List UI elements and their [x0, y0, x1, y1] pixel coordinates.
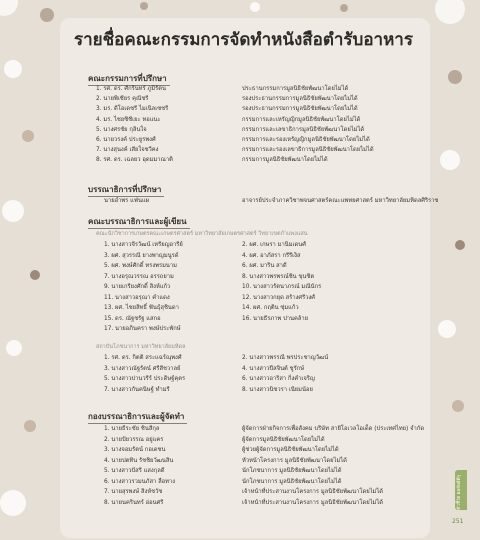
list-item-role: 12. นางสาวกยุด สร้างศรีวงศ์ — [242, 294, 315, 301]
list-item-name: 9. นายเกรียงศักดิ์ สิงห์แก้ว — [104, 284, 171, 290]
decor-dot — [2, 200, 24, 222]
list-item-name: 7. นางอรุณวรรณ อรรถยาม — [104, 273, 174, 280]
list-item-name: 8. รศ. ดร. เฉลยว อุดมมาณาติ — [96, 157, 173, 164]
list-item-name: 3. ผศ. สุวรรณี ยางพาญมนูรด์ — [104, 252, 179, 259]
list-item-name: 7. นางสุนงค์ เสียใจชวีคง — [96, 147, 159, 154]
page-title: รายชื่อคณะกรรมการจัดทำหนังสือตำรับอาหาร — [73, 30, 413, 50]
list-item-name: 1. นายธีระชัย ชินสีกุล — [104, 426, 160, 432]
section-heading-advisors: คณะกรรมการที่ปรึกษา — [88, 72, 170, 86]
subsection-label: สถาบันโภชนาการ มหาวิทยาลัยมหิดล — [96, 344, 186, 350]
list-item-name: 2. นายปัยวรรณ อยู่แคร — [104, 436, 164, 443]
section-heading-editor-advisor: บรรณาธิการที่ปรึกษา — [88, 183, 164, 197]
list-item-role: 2. นางสาวพรรณี พรประชาญวัฒน์ — [242, 355, 329, 361]
section-heading-editorial: คณะบรรณาธิการและผู้เขียน — [88, 215, 190, 229]
list-item-name: 1. รศ. ดร. กิตติ สระแฉร์ณุพงศ์ — [104, 355, 182, 361]
section-heading-production: กองบรรณาธิการและผู้จัดทำ — [88, 410, 187, 424]
list-item-role: ประธานกรรมการมูลนิธิชัยพัฒนาโดยไม่ได้ — [242, 86, 349, 92]
list-item-role: 10. นางสาวรัตนาภรณ์ มณีนักร — [242, 284, 322, 290]
decor-dot — [340, 4, 348, 12]
decor-dot — [30, 270, 40, 280]
decor-dot — [40, 8, 54, 22]
decor-dot — [440, 150, 460, 170]
decor-dot — [452, 400, 464, 412]
list-item-role: กรรมการและเหรัญญิกมูลนิธิชัยพัฒนาโดยไม่ได้ — [242, 116, 361, 123]
list-item-name: นายอำพร แฟ่นแผ — [104, 198, 150, 204]
decor-dot — [250, 2, 260, 12]
list-item-role: หัวหน้าโครงการ มูลนิธิชัยพัฒนาโดยไม่ได้ — [242, 457, 347, 464]
list-item-role: 6. ผศ. มาริน สาดี — [242, 263, 287, 269]
list-item-role: เจ้าหน้าที่ประสานงานโครงการ มูลนิธิชัยพัฒนาโดยไม่ได้ — [242, 499, 384, 506]
list-item-role: 6. นางสาวอาริสา กิ่งคำเจริญ — [242, 376, 315, 382]
decor-dot — [0, 490, 26, 516]
list-item-role: ผู้จัดการมูลนิธิชัยพัฒนาโดยไม่ได้ — [242, 436, 325, 443]
list-item-name: 15. ดร. ณัฐชรัฐ แสกอ — [104, 315, 161, 322]
list-item-role: ผู้จัดการฝ่ายกิจการเพื่อสังคม บริษัท สายีโอเวลโอเด็ด (ประเทศไทย) จำกัด — [242, 426, 425, 432]
list-item-role: เจ้าหน้าที่ประสานงานโครงการ มูลนิธิชัยพัฒนาโดยไม่ได้ — [242, 489, 384, 495]
list-item-role: นักโภชนาการ มูลนิธิชัยพัฒนาโดยไม่ได้ — [242, 478, 342, 485]
list-item-role: 16. นายธีรภาพ ปานคล้าย — [242, 315, 309, 322]
list-item-name: 3. นางสาวณัฐรัตน์ ศรีสีชวาลย์ — [104, 365, 181, 372]
decor-dot — [22, 130, 34, 142]
list-item-role: กรรมการและเลขาธิการมูลนิธิชัยพัฒนาโดยไม่ได้ — [242, 126, 365, 133]
list-item-name: 5. นางสาวปานวรีร์ ประดิษฐ์คุตร — [104, 376, 186, 382]
list-item-role: กรรมการมูลนิธิชัยพัฒนาโดยไม่ได้ — [242, 157, 328, 164]
page-number: 251 — [452, 518, 464, 525]
list-item-name: 4. มร. ไชยซิชีเยะ ทอแนะ — [96, 116, 161, 123]
list-item-role: กรรมการและรองเหรัญญิกมูลนิธิชัยพัฒนาโดยไม่ได้ — [242, 137, 370, 143]
list-item-name: 1. รศ. ดร. ศักรินทร์ ภูมิรัตน — [96, 86, 166, 92]
decor-dot — [435, 0, 465, 24]
list-item-role: นักโภชนาการ มูลนิธิชัยพัฒนาโดยไม่ได้ — [242, 468, 342, 474]
decor-dot — [438, 320, 456, 338]
list-item-name: 11. นางสาวอรุณา คำแดง — [104, 294, 170, 301]
list-item-role: กรรมการและรองเลขาธิการมูลนิธิชัยพัฒนาโดยไม่ได้ — [242, 147, 374, 154]
decor-dot — [448, 70, 462, 84]
list-item-name: 13. ผศ. ไชยสิทธิ์ ฟันธุ์สุชินดา — [104, 305, 179, 311]
list-item-name: 4. นายปตทิน รัชชิยวัฒนสิน — [104, 457, 174, 464]
subsection-label: คณะนักวิชาการเกษตรคณะเกษตรศาสตร์ มหาวิทยาลัยเกษตรศาสตร์ วิทยาเขตกำแพงแสน — [96, 231, 308, 237]
decor-dot — [0, 0, 18, 16]
decor-dot — [6, 340, 22, 356]
decor-dot — [455, 240, 465, 250]
list-item-name: 7. นางสาวกันคนิษฐ์ ทำมรี — [104, 386, 170, 393]
list-item-role: 4. ผศ. อาภัสรา กรีรีเงิส — [242, 252, 301, 259]
side-tab-label: ตัวชี้วัด ผลลัพธ์ดีๆ — [457, 475, 462, 510]
list-item-name: 8. นายนครินทร์ อ่อนศรี — [104, 499, 164, 506]
list-item-role: รองประธานกรรมการมูลนิธิชัยพัฒนาโดยไม่ได้ — [242, 96, 358, 103]
list-item-role: 14. ผศ. กฤติน ซุ่มแก้ว — [242, 305, 299, 311]
list-item-role: 4. นางสาวปีสจินต์ ชูรักษ์ — [242, 365, 305, 372]
list-item-name: 6. นางสาวรวมนภัสา ลือทาง — [104, 478, 176, 485]
list-item-name: 1. นางสาวจีรวัฒน์ เหรียญอารีย์ — [104, 242, 183, 248]
decor-dot — [140, 2, 148, 10]
list-item-name: 5. นางศรชัย กุลินใจ — [96, 126, 147, 133]
list-item-role: รองประธานกรรมการมูลนิธิชัยพัฒนาโดยไม่ได้ — [242, 106, 358, 113]
decor-dot — [4, 60, 22, 78]
list-item-name: 5. ผศ. พงษ์ศักดิ์ ทรงพรมนาม — [104, 263, 177, 269]
list-item-name: 3. มร. ดีโอเดชรี ไมเนิลเซชรี — [96, 106, 169, 113]
list-item-name: 5. นางสาวปัสรี แสงกุลดี — [104, 468, 165, 474]
list-item-name: 17. นายอภินครา พงษ์ประพักษ์ — [104, 326, 181, 332]
list-item-role: อาจารย์ประจำภาควิชาพจนศาสตร์คณะแพทยศาสตร์ มหาวิทยาลัยมหิดลศิริราช — [242, 198, 439, 204]
list-item-name: 3. นางจอมรัตน์ กอเดชน — [104, 447, 166, 453]
list-item-role: ผู้ช่วยผู้จัดการมูลนิธิชัยพัฒนาโดยไม่ได้ — [242, 447, 339, 453]
list-item-name: 2. นายพิเชียร คุณีชรี — [96, 96, 149, 103]
list-item-role: 8. นางสาวพรพรณ์ชิน ขุนชิต — [242, 273, 315, 280]
list-item-name: 6. นายวรงค์ ประยูรพงศ์ — [96, 137, 156, 143]
list-item-name: 7. นายสุรพงษ์ สิงห์ชวัช — [104, 489, 163, 495]
list-item-role: 2. ผศ. เกษรา มานิมเดนศ์ — [242, 242, 306, 248]
decor-dot — [24, 420, 36, 432]
list-item-role: 8. นางสาวนิชวรา เนียมน้อย — [242, 386, 313, 393]
